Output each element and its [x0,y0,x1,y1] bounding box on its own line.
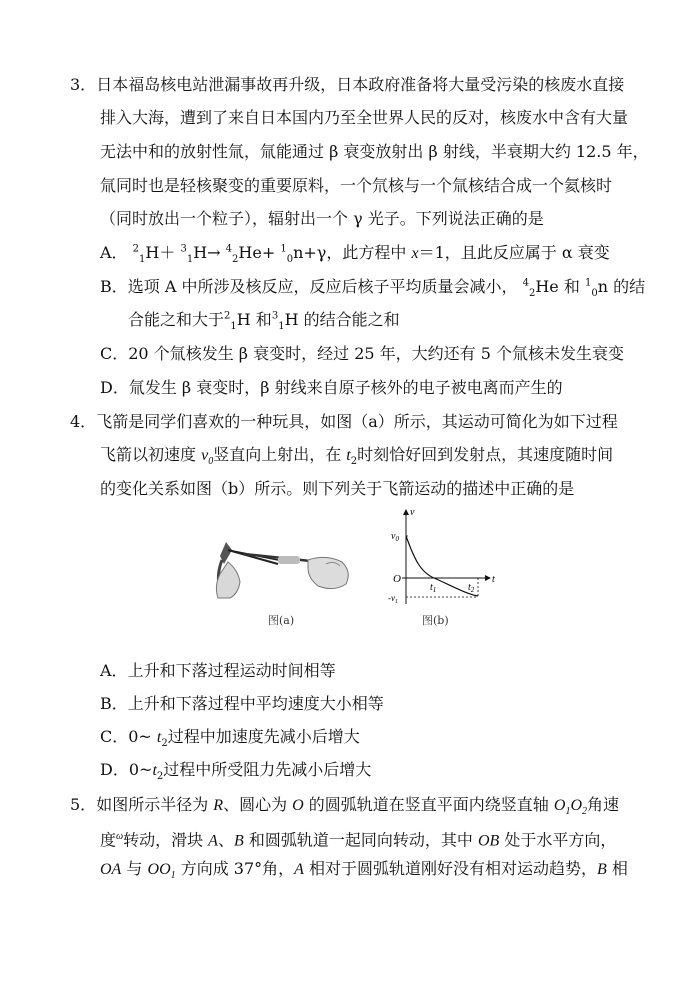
q4-option-d: D．$0\sim t_2$过程中所受阻力先减小后增大 [100,760,372,783]
q3-stem-line-1: 3．日本福岛核电站泄漏事故再升级，日本政府准备将大量受污染的核废水直接 [70,75,625,94]
graph-t2-label: $t_2$ [468,582,475,594]
graph-v0-label: $v_0$ [391,531,399,543]
q3-stem-line-4: 氚同时也是轻核聚变的重要原料，一个氘核与一个氚核结合成一个氦核时 [100,176,613,195]
q4-option-b: B．上升和下落过程中平均速度大小相等 [100,694,384,713]
q5-stem-line-1: 5．如图所示半径为 R、圆心为 O 的圆弧轨道在竖直平面内绕竖直轴 $O_1O_2$角速 [70,795,620,818]
figure-a-toy-arrow [208,520,363,600]
q4-option-c: C．0~ $t_2$过程中加速度先减小后增大 [100,727,360,750]
q4-stem-line-3: 的变化关系如图（b）所示。则下列关于飞箭运动的描述中正确的是 [100,479,575,498]
q3-stem-line-2: 排入大海，遭到了来自日本国内乃至全世界人民的反对，核废水中含有大量 [100,108,629,127]
q3-stem-line-3: 无法中和的放射性氚，氚能通过 β 衰变放射出 β 射线，半衰期大约 12.5 年， [100,142,649,161]
q3-option-d: D．氚发生 β 衰变时，β 射线来自原子核外的电子被电离而产生的 [100,378,563,397]
graph-origin-label: O [393,573,401,585]
figure-b-vt-graph [388,506,500,608]
graph-v-label: v [410,507,415,518]
q3-option-b-cont: 合能之和大于$^2_1$H 和$^3_1$H 的结合能之和 [128,310,400,333]
q3-option-b: B．选项 A 中所涉及核反应，反应后核子平均质量会减小， $^4_2$He 和 $^1_0$n 的结 [100,277,646,300]
q3-option-a: A． $^2_1$H＋ $^3_1$H→ $^4_2$He+ $^1_0$n+γ，此方程中 x＝1，且此反应属于 α 衰变 [100,243,610,266]
q5-number: 5． [70,795,97,814]
q5-stem-line-2: 度$^\omega$转动，滑块 A、B 和圆弧轨道一起同向转动，其中 OB 处于水平方向， [100,830,617,850]
graph-neg-v1-label: $-v_1$ [388,593,398,605]
figure-b-caption: 图(b) [422,614,449,627]
q4-option-a: A．上升和下落过程运动时间相等 [100,661,336,680]
q4-stem-line-1: 4．飞箭是同学们喜欢的一种玩具，如图（a）所示，其运动可简化为如下过程 [70,412,618,431]
graph-t1-label: $t_1$ [430,582,437,594]
figure-a-caption: 图(a) [268,614,295,627]
q3-number: 3． [70,75,97,94]
q4-number: 4． [70,412,97,431]
graph-t-label: t [492,574,495,585]
q5-stem-line-3: OA 与 $OO_1$ 方向成 37°角，A 相对于圆弧轨道刚好没有相对运动趋势，B 相 [100,859,628,882]
q3-option-c: C．20 个氚核发生 β 衰变时，经过 25 年，大约还有 5 个氚核未发生衰变 [100,344,625,363]
q4-stem-line-2: 飞箭以初速度 $v_0$竖直向上射出，在 $t_2$时刻恰好回到发射点，其速度随时间 [100,445,614,468]
q3-stem-line-5: （同时放出一个粒子），辐射出一个 γ 光子。下列说法正确的是 [100,209,544,228]
